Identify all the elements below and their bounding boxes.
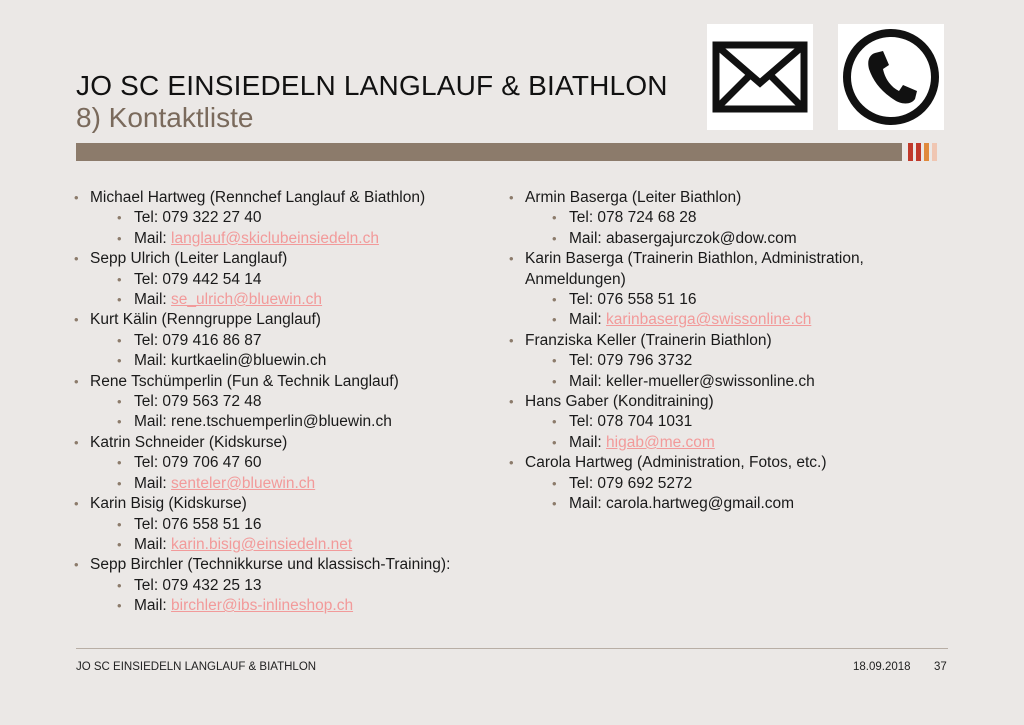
contacts-right-column bbox=[509, 188, 949, 515]
email-link[interactable]: se_ulrich@bluewin.ch bbox=[171, 291, 323, 309]
contact-mail bbox=[509, 229, 949, 249]
contact-mail bbox=[74, 290, 504, 310]
contact-name: • Sepp Birchler (Technikkurse und klassisch-Training): bbox=[74, 555, 504, 575]
footer-page-number: 37 bbox=[934, 661, 947, 673]
mail-label: Mail: bbox=[134, 474, 172, 492]
email-link[interactable]: karin.bisig@einsiedeln.net bbox=[171, 535, 353, 553]
contacts-left-list bbox=[74, 188, 504, 617]
contact-name: • Hans Gaber (Konditraining) bbox=[509, 392, 949, 412]
contact-mail bbox=[74, 474, 504, 494]
contact-name: • Carola Hartweg (Administration, Fotos, etc.) bbox=[509, 453, 949, 473]
mail-label: Mail: bbox=[569, 311, 607, 329]
contact-mail bbox=[74, 351, 504, 371]
email-link[interactable]: higab@me.com bbox=[606, 433, 715, 451]
contact-mail bbox=[509, 494, 949, 514]
contact-mail bbox=[509, 433, 949, 453]
bar-accents bbox=[908, 143, 937, 161]
contact-tel: • Tel: 076 558 51 16 bbox=[509, 290, 949, 310]
telephone-icon bbox=[838, 24, 944, 130]
contact-name: • Franziska Keller (Trainerin Biathlon) bbox=[509, 331, 949, 351]
contact-name: • Karin Bisig (Kidskurse) bbox=[74, 494, 504, 514]
contact-tel: • Tel: 078 704 1031 bbox=[509, 412, 949, 432]
email-address: keller-mueller@swissonline.ch bbox=[606, 372, 815, 390]
footer-date: 18.09.2018 bbox=[853, 661, 911, 673]
contact-name: • Kurt Kälin (Renngruppe Langlauf) bbox=[74, 310, 504, 330]
contact-tel: • Tel: 079 442 54 14 bbox=[74, 270, 504, 290]
contact-tel: • Tel: 079 416 86 87 bbox=[74, 331, 504, 351]
contact-mail bbox=[74, 596, 504, 616]
mail-label: Mail: bbox=[569, 229, 607, 247]
title-bar bbox=[76, 143, 902, 161]
email-link[interactable]: senteler@bluewin.ch bbox=[171, 474, 316, 492]
mail-label: Mail: bbox=[569, 433, 607, 451]
footer-divider bbox=[76, 648, 948, 649]
contact-name: • Rene Tschümperlin (Fun & Technik Langlauf) bbox=[74, 372, 504, 392]
contact-tel: • Tel: 079 322 27 40 bbox=[74, 208, 504, 228]
contact-tel: • Tel: 078 724 68 28 bbox=[509, 208, 949, 228]
contact-mail bbox=[509, 310, 949, 330]
contacts-left-column bbox=[74, 188, 504, 617]
contacts-right-list bbox=[509, 188, 949, 515]
contact-name: • Katrin Schneider (Kidskurse) bbox=[74, 433, 504, 453]
contact-name: • Sepp Ulrich (Leiter Langlauf) bbox=[74, 249, 504, 269]
email-address: carola.hartweg@gmail.com bbox=[606, 495, 795, 513]
mail-label: Mail: bbox=[134, 291, 172, 309]
email-address: abasergajurczok@dow.com bbox=[606, 229, 797, 247]
envelope-icon bbox=[707, 24, 813, 130]
mail-label: Mail: bbox=[569, 495, 607, 513]
contact-tel: • Tel: 079 706 47 60 bbox=[74, 453, 504, 473]
contact-mail bbox=[509, 372, 949, 392]
contact-mail bbox=[74, 229, 504, 249]
contact-mail bbox=[74, 412, 504, 432]
contact-name: • Michael Hartweg (Rennchef Langlauf & Biathlon) bbox=[74, 188, 504, 208]
contact-tel: • Tel: 076 558 51 16 bbox=[74, 515, 504, 535]
page-title: JO SC EINSIEDELN LANGLAUF & BIATHLON bbox=[76, 70, 668, 101]
email-link[interactable]: karinbaserga@swissonline.ch bbox=[606, 311, 812, 329]
contact-name: • Karin Baserga (Trainerin Biathlon, Administration, Anmeldungen) bbox=[509, 249, 949, 290]
email-link[interactable]: langlauf@skiclubeinsiedeln.ch bbox=[171, 229, 379, 247]
email-address: rene.tschuemperlin@bluewin.ch bbox=[171, 413, 392, 431]
email-address: kurtkaelin@bluewin.ch bbox=[171, 352, 327, 370]
mail-label: Mail: bbox=[134, 597, 172, 615]
contact-tel: • Tel: 079 796 3732 bbox=[509, 351, 949, 371]
mail-label: Mail: bbox=[134, 413, 172, 431]
contact-mail bbox=[74, 535, 504, 555]
page-subtitle: 8) Kontaktliste bbox=[76, 102, 254, 133]
mail-label: Mail: bbox=[134, 352, 172, 370]
footer-title: JO SC EINSIEDELN LANGLAUF & BIATHLON bbox=[76, 661, 317, 673]
contact-name: • Armin Baserga (Leiter Biathlon) bbox=[509, 188, 949, 208]
mail-label: Mail: bbox=[134, 229, 172, 247]
mail-label: Mail: bbox=[569, 372, 607, 390]
mail-label: Mail: bbox=[134, 535, 172, 553]
title-block bbox=[76, 70, 668, 134]
contact-tel: • Tel: 079 432 25 13 bbox=[74, 576, 504, 596]
contact-tel: • Tel: 079 692 5272 bbox=[509, 474, 949, 494]
email-link[interactable]: birchler@ibs-inlineshop.ch bbox=[171, 597, 354, 615]
contact-tel: • Tel: 079 563 72 48 bbox=[74, 392, 504, 412]
